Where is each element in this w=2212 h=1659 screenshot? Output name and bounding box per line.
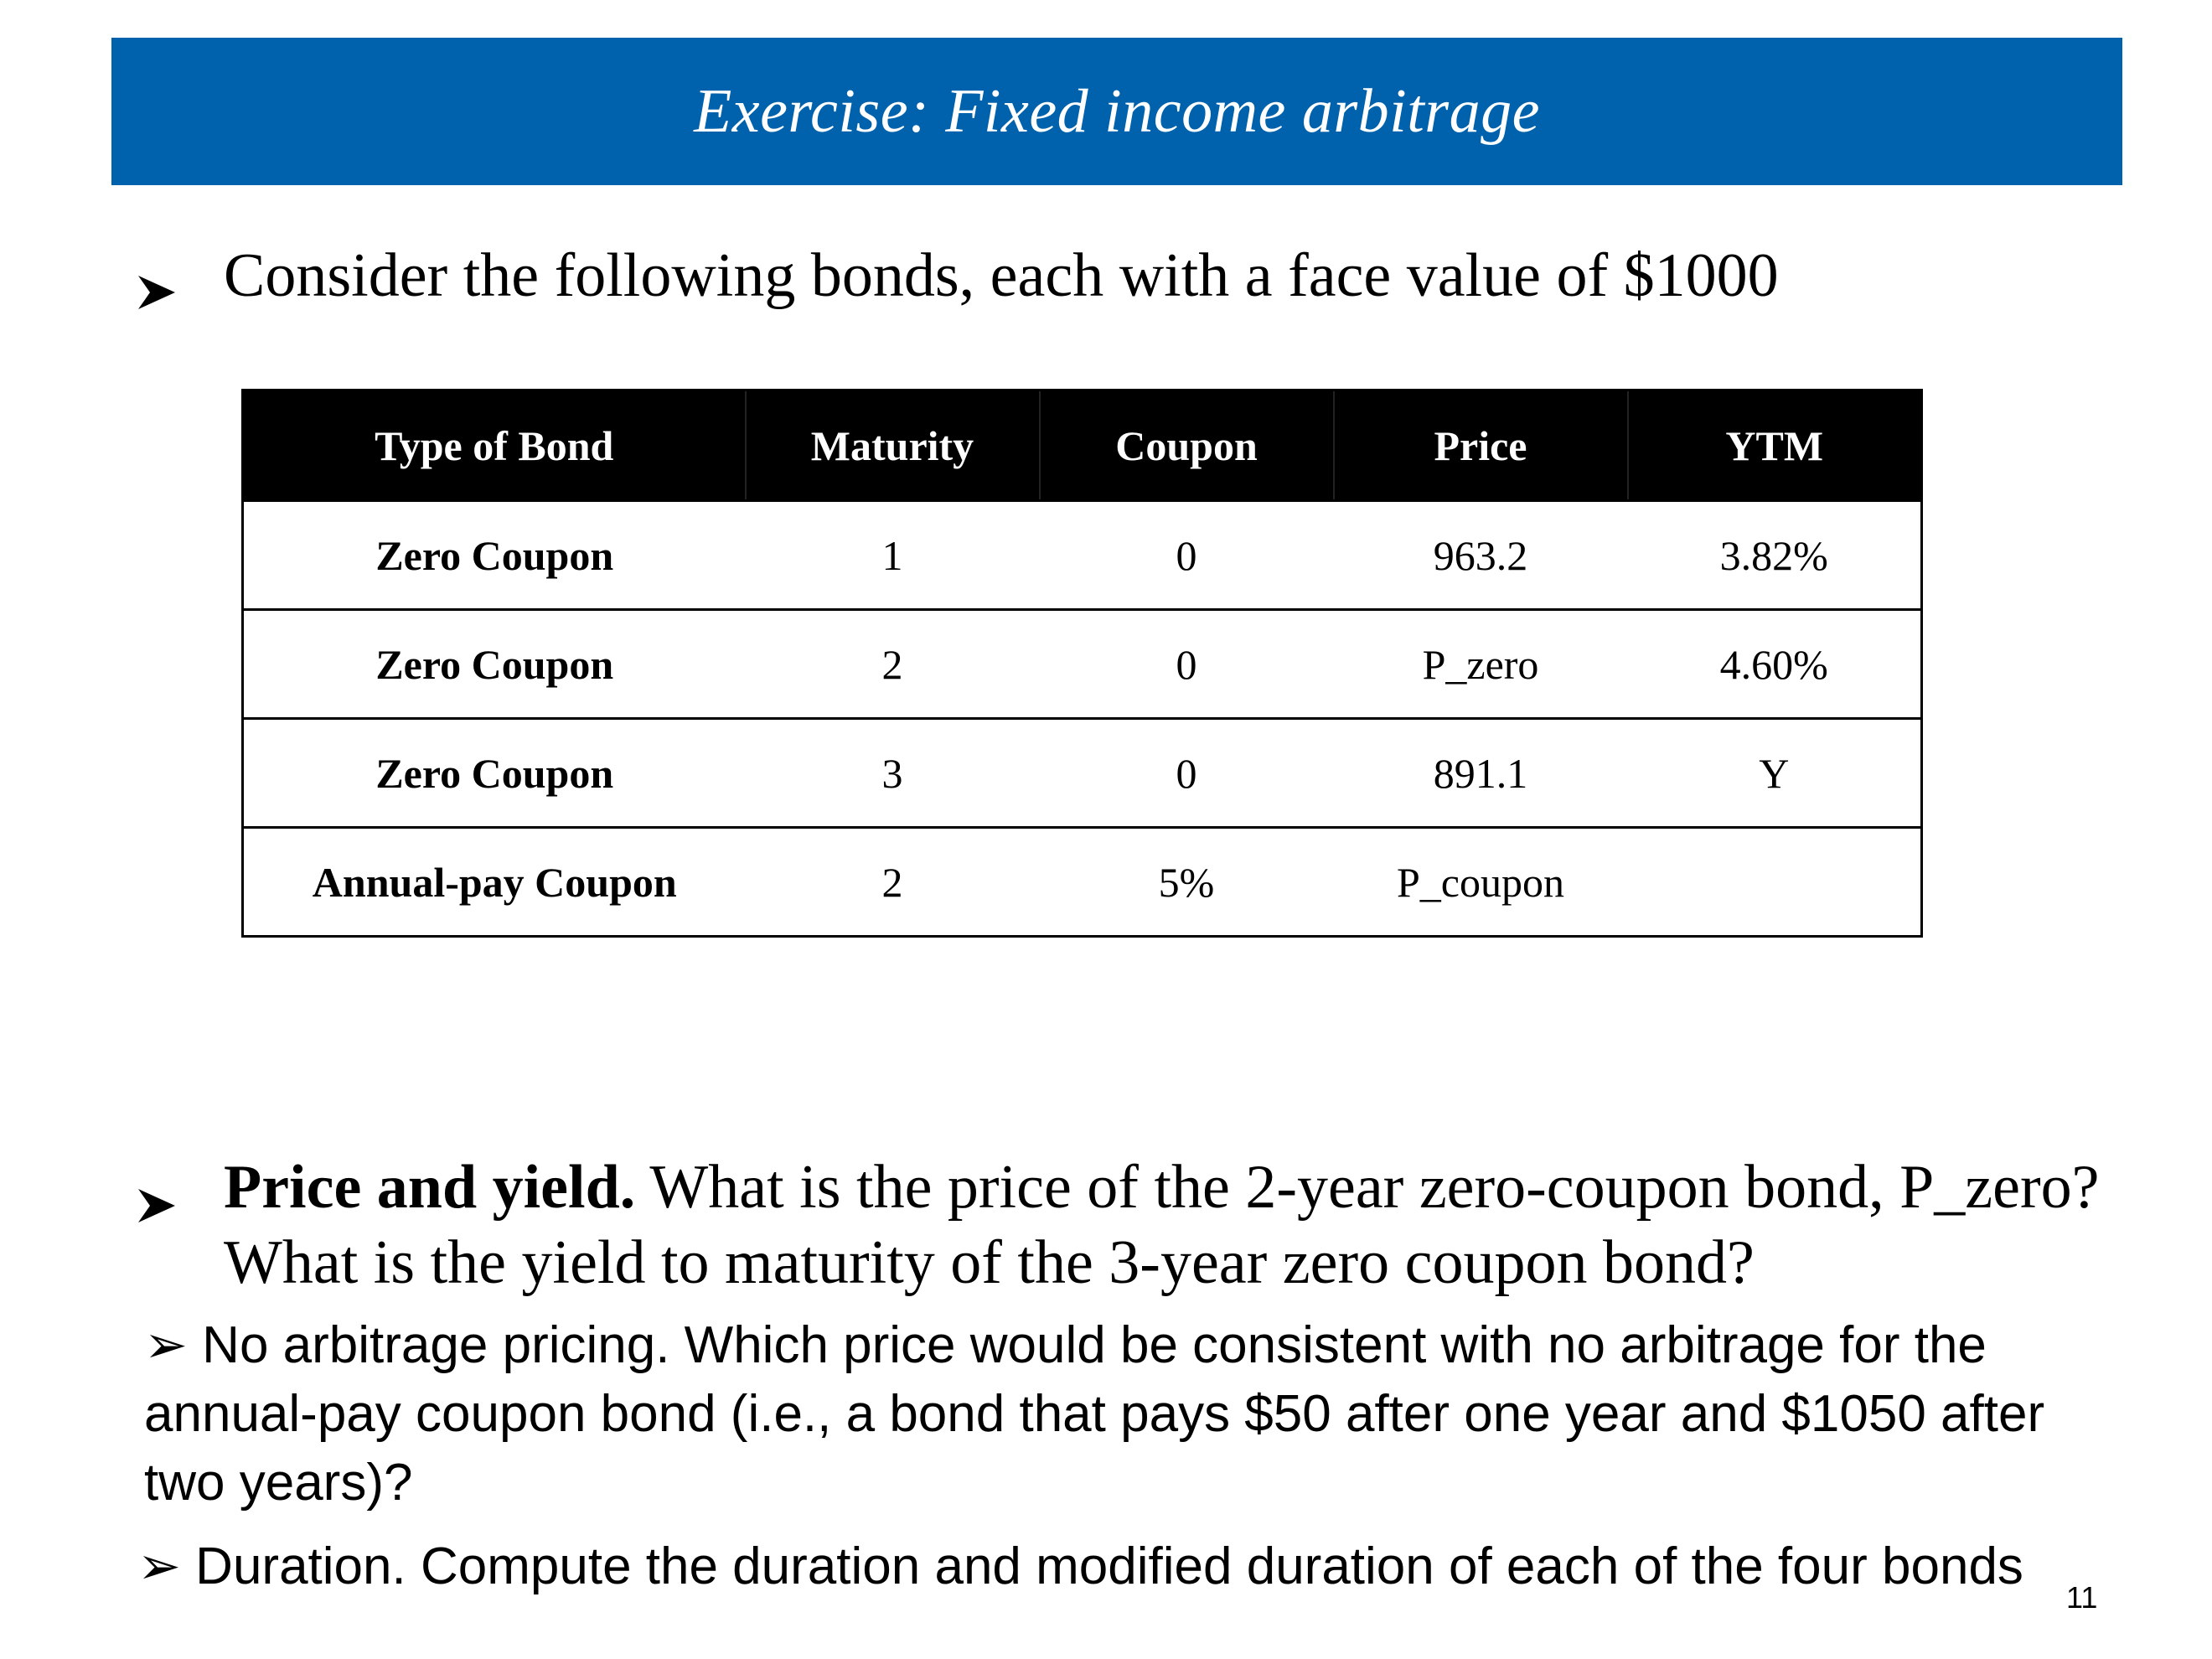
cell-price: 891.1 <box>1334 719 1628 828</box>
header-ytm: YTM <box>1628 390 1922 501</box>
cell-price: P_zero <box>1334 610 1628 719</box>
arrowhead-bullet-icon <box>137 1168 177 1208</box>
cell-type: Zero Coupon <box>243 610 746 719</box>
price-yield-question: What is the price of the 2-year zero-coupon bond, P_zero? What is the yield to maturity of the 3-year zero coupon bond? <box>224 1153 2100 1297</box>
cell-price: P_coupon <box>1334 828 1628 937</box>
cell-coupon: 0 <box>1040 501 1334 610</box>
no-arbitrage-bullet: ➢ No arbitrage pricing. Which price would be consistent with no arbitrage for the annual-pay coupon bond (i.e., a bond that pays $50 after one year and $1050 after two years)? <box>144 1316 2045 1512</box>
intro-bullet <box>137 240 1779 312</box>
cell-ytm: Y <box>1628 719 1922 828</box>
table-header-row <box>243 390 1922 501</box>
cell-maturity: 2 <box>746 828 1040 937</box>
bonds-table <box>241 389 1923 938</box>
header-price: Price <box>1334 390 1628 501</box>
price-yield-bullet <box>137 1150 2114 1300</box>
price-yield-heading: Price and yield. <box>224 1153 636 1222</box>
header-coupon: Coupon <box>1040 390 1334 501</box>
cell-coupon: 0 <box>1040 610 1334 719</box>
cell-type: Zero Coupon <box>243 501 746 610</box>
cell-type: Annual-pay Coupon <box>243 828 746 937</box>
duration-bullet: ➢ Duration. Compute the duration and modified duration of each of the four bonds <box>137 1538 2023 1595</box>
table-row <box>243 719 1922 828</box>
title-bar <box>111 38 2122 185</box>
cell-ytm <box>1628 828 1922 937</box>
slide-title: Exercise: Fixed income arbitrage <box>694 76 1540 146</box>
cell-maturity: 3 <box>746 719 1040 828</box>
header-type: Type of Bond <box>243 390 746 501</box>
intro-text: Consider the following bonds, each with a face value of $1000 <box>224 241 1779 310</box>
cell-price: 963.2 <box>1334 501 1628 610</box>
cell-maturity: 1 <box>746 501 1040 610</box>
cell-coupon: 0 <box>1040 719 1334 828</box>
cell-ytm: 4.60% <box>1628 610 1922 719</box>
cell-maturity: 2 <box>746 610 1040 719</box>
table-row <box>243 610 1922 719</box>
table-row <box>243 828 1922 937</box>
cell-type: Zero Coupon <box>243 719 746 828</box>
price-yield-text <box>224 1150 2114 1300</box>
table-row <box>243 501 1922 610</box>
cell-ytm: 3.82% <box>1628 501 1922 610</box>
arrowhead-bullet-icon <box>137 256 177 297</box>
cell-coupon: 5% <box>1040 828 1334 937</box>
header-maturity: Maturity <box>746 390 1040 501</box>
page-number: 11 <box>2066 1580 2098 1615</box>
